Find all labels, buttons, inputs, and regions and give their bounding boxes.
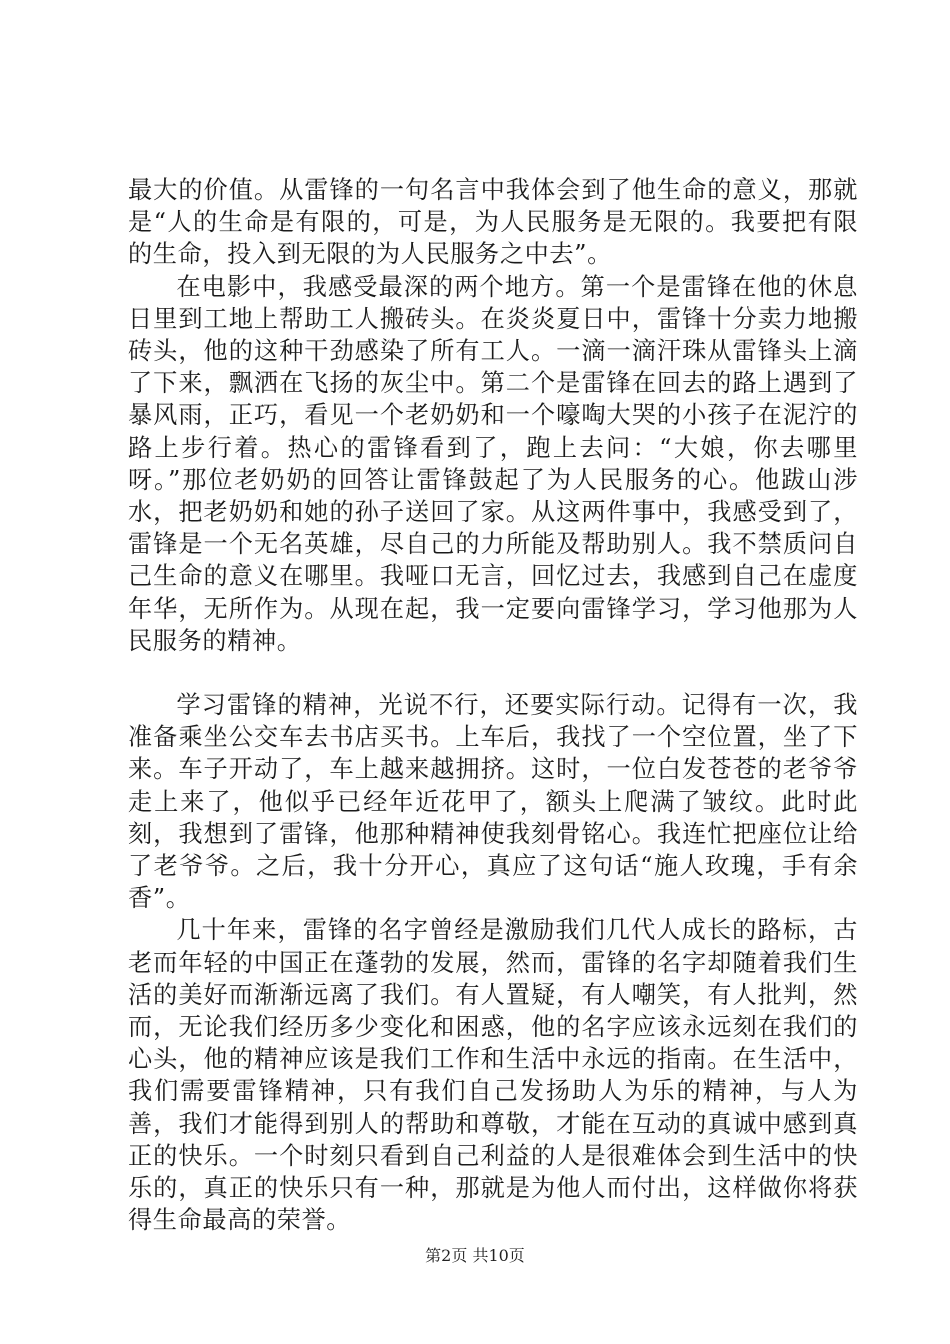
- paragraph-spacer: [128, 657, 858, 689]
- paragraph-conclusion: 几十年来，雷锋的名字曾经是激励我们几代人成长的路标，古老而年轻的中国正在蓬勃的发展，然而，雷锋的名字却随着我们生活的美好而渐渐远离了我们。有人置疑，有人嘲笑，有人批判，然而，无论我们经历多少变化和困惑，他的名字应该永远刻在我们的心头，他的精神应该是我们工作和生活中永远的指南。在生活中，我们需要雷锋精神，只有我们自己发扬助人为乐的精神，与人为善，我们才能得到别人的帮助和尊敬，才能在互动的真诚中感到真正的快乐。一个时刻只看到自己利益的人是很难体会到生活中的快乐的，真正的快乐只有一种，那就是为他人而付出，这样做你将获得生命最高的荣誉。: [128, 916, 858, 1235]
- document-body: [128, 174, 858, 1237]
- paragraph-continuation: 最大的价值。从雷锋的一句名言中我体会到了他生命的意义，那就是“人的生命是有限的，可是，为人民服务是无限的。我要把有限的生命，投入到无限的为人民服务之中去”。: [128, 176, 858, 269]
- paragraph-movie-scenes: 在电影中，我感受最深的两个地方。第一个是雷锋在他的休息日里到工地上帮助工人搬砖头。在炎炎夏日中，雷锋十分卖力地搬砖头，他的这种干劲感染了所有工人。一滴一滴汗珠从雷锋头上滴了下来，飘洒在飞扬的灰尘中。第二个是雷锋在回去的路上遇到了暴风雨，正巧，看见一个老奶奶和一个嚎啕大哭的小孩子在泥泞的路上步行着。热心的雷锋看到了，跑上去问：“大娘，你去哪里呀。”那位老奶奶的回答让雷锋鼓起了为人民服务的心。他跋山涉水，把老奶奶和她的孙子送回了家。从这两件事中，我感受到了，雷锋是一个无名英雄，尽自己的力所能及帮助别人。我不禁质问自己生命的意义在哪里。我哑口无言，回忆过去，我感到自己在虚度年华，无所作为。从现在起，我一定要向雷锋学习，学习他那为人民服务的精神。: [128, 272, 858, 655]
- page-number-footer: 第2页 共10页: [425, 1246, 525, 1265]
- paragraph-bus-story: 学习雷锋的精神，光说不行，还要实际行动。记得有一次，我准备乘坐公交车去书店买书。上车后，我找了一个空位置，坐了下来。车子开动了，车上越来越拥挤。这时，一位白发苍苍的老爷爷走上来了，他似乎已经年近花甲了，额头上爬满了皱纹。此时此刻，我想到了雷锋，他那种精神使我刻骨铭心。我连忙把座位让给了老爷爷。之后，我十分开心，真应了这句话“施人玫瑰，手有余香”。: [128, 691, 858, 913]
